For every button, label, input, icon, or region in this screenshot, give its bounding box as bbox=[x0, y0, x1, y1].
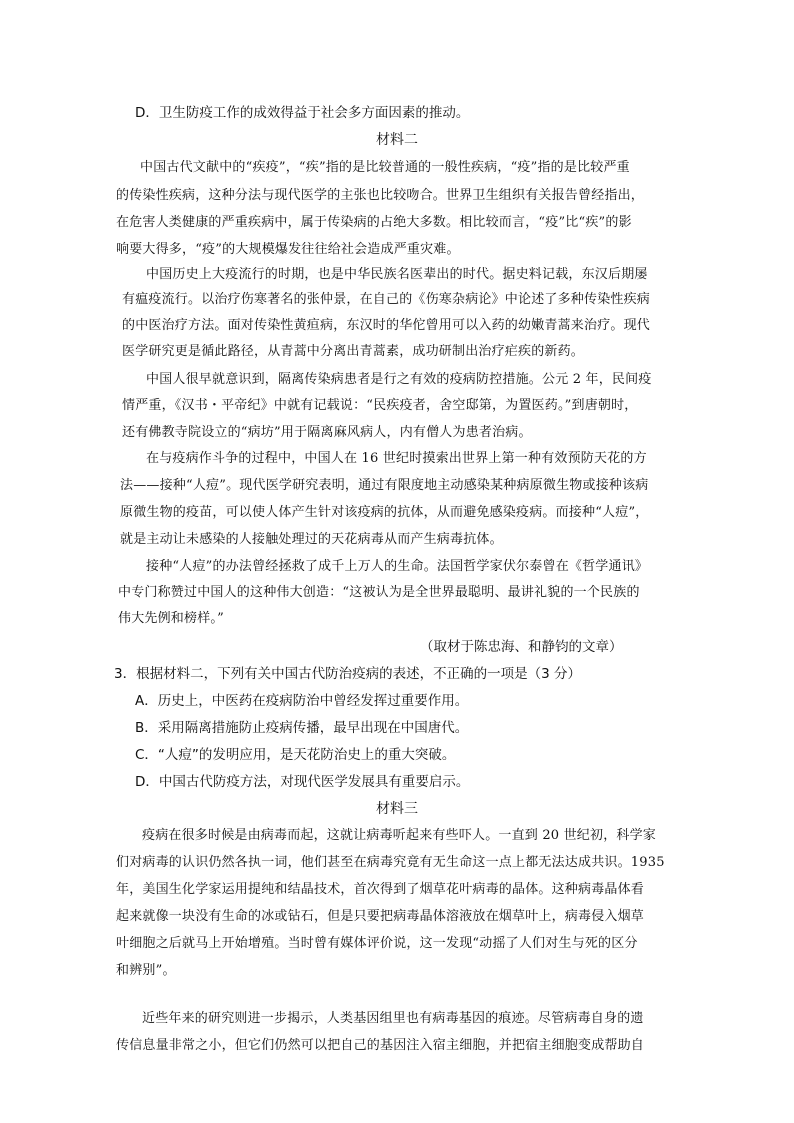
material3-p1-line3: 年，美国生化学家运用提纯和结晶技术，首次得到了烟草花叶病毒的晶体。这种病毒晶体看 bbox=[116, 882, 645, 897]
material3-p1-line2: 们对病毒的认识仍然各执一词，他们甚至在病毒究竟有无生命这一点上都无法达成共识。1935 bbox=[116, 855, 665, 870]
material2-p2-line3: 的中医治疗方法。面对传染性黄疸病，东汉时的华佗曾用可以入药的幼嫩青蒿来治疗。现代 bbox=[122, 318, 651, 333]
material3-p2-line1: 近些年来的研究则进一步揭示，人类基因组里也有病毒基因的痕迹。尽管病毒自身的遗 bbox=[142, 1011, 644, 1026]
material3-p1-line5: 叶细胞之后就马上开始增殖。当时曾有媒体评价说，这一发现“动摇了人们对生与死的区分 bbox=[116, 936, 638, 951]
material2-p3-line1: 中国人很早就意识到，隔离传染病患者是行之有效的疫病防控措施。公元 2 年，民间疫 bbox=[146, 372, 652, 387]
material2-p1-line2: 的传染性疾病，这种分法与现代医学的主张也比较吻合。世界卫生组织有关报告曾经指出， bbox=[116, 188, 645, 203]
material3-heading: 材料三 bbox=[376, 801, 418, 817]
material2-p1-line3: 在危害人类健康的严重疾病中，属于传染病的占绝大多数。相比较而言，“疫”比“疾”的影 bbox=[116, 215, 632, 230]
material2-p4-line1: 在与疫病作斗争的过程中，中国人在 16 世纪时摸索出世界上第一种有效预防天花的方 bbox=[146, 451, 647, 466]
material2-p3-line3: 还有佛教寺院设立的“病坊”用于隔离麻风病人，内有僧人为患者治病。 bbox=[122, 425, 532, 440]
question3-stem: 3．根据材料二，下列有关中国古代防治疫病的表述，不正确的一项是（3 分） bbox=[114, 666, 581, 682]
material3-p2-line2: 传信息量非常之小，但它们仍然可以把自己的基因注入宿主细胞，并把宿主细胞变成帮助自 bbox=[116, 1038, 645, 1053]
option-d-previous: D．卫生防疫工作的成效得益于社会多方面因素的推动。 bbox=[135, 105, 470, 121]
question3-option-d: D．中国古代防疫方法，对现代医学发展具有重要启示。 bbox=[135, 774, 470, 790]
material2-p4-line2: 法——接种“人痘”。现代医学研究表明，通过有限度地主动感染某种病原微生物或接种该病 bbox=[120, 478, 649, 493]
material2-p2-line2: 有瘟疫流行。以治疗伤寒著名的张仲景，在自己的《伤寒杂病论》中论述了多种传染性疾病 bbox=[122, 292, 651, 307]
material2-p5-line3: 伟大先例和榜样。” bbox=[118, 611, 224, 626]
material2-source: （取材于陈忠海、和静钧的文章） bbox=[420, 639, 623, 655]
question3-option-c: C．“人痘”的发明应用，是天花防治史上的重大突破。 bbox=[135, 747, 456, 763]
material2-p2-line4: 医学研究更是循此路径，从青蒿中分离出青蒿素，成功研制出治疗疟疾的新药。 bbox=[122, 344, 585, 359]
material3-p1-line6: 和辨别”。 bbox=[116, 963, 176, 978]
material2-p5-line1: 接种“人痘”的办法曾经拯救了成千上万人的生命。法国哲学家伏尔泰曾在《哲学通讯》 bbox=[146, 559, 649, 574]
material2-p1-line4: 响要大得多，“疫”的大规模爆发往往给社会造成严重灾难。 bbox=[116, 242, 460, 257]
material3-p1-line4: 起来就像一块没有生命的冰或钻石，但是只要把病毒晶体溶液放在烟草叶上，病毒侵入烟草 bbox=[116, 909, 645, 924]
material2-p4-line4: 就是主动让未感染的人接触处理过的天花病毒从而产生病毒抗体。 bbox=[120, 532, 503, 547]
question3-option-b: B．采用隔离措施防止疫病传播，最早出现在中国唐代。 bbox=[135, 720, 469, 736]
material2-p3-line2: 情严重，《汉书・平帝纪》中就有记载说：“民疾疫者，舍空邸第，为置医药。”到唐朝时， bbox=[122, 398, 638, 413]
question3-option-a: A．历史上，中医药在疫病防治中曾经发挥过重要作用。 bbox=[135, 693, 469, 709]
material2-p4-line3: 原微生物的疫苗，可以使人体产生针对该疫病的抗体，从而避免感染疫病。而接种“人痘”， bbox=[120, 505, 649, 520]
material3-p1-line1: 疫病在很多时候是由病毒而起，这就让病毒听起来有些吓人。一直到 20 世纪初，科学家 bbox=[142, 828, 657, 843]
material2-p2-line1: 中国历史上大疫流行的时期，也是中华民族名医辈出的时代。据史料记载，东汉后期屡 bbox=[146, 267, 648, 282]
material2-p5-line2: 中专门称赞过中国人的这种伟大创造：“这被认为是全世界最聪明、最讲礼貌的一个民族的 bbox=[118, 585, 640, 600]
material2-p1-line1: 中国古代文献中的“疾疫”，“疾”指的是比较普通的一般性疾病，“疫”指的是比较严重 bbox=[140, 160, 630, 175]
material2-heading: 材料二 bbox=[376, 132, 418, 148]
